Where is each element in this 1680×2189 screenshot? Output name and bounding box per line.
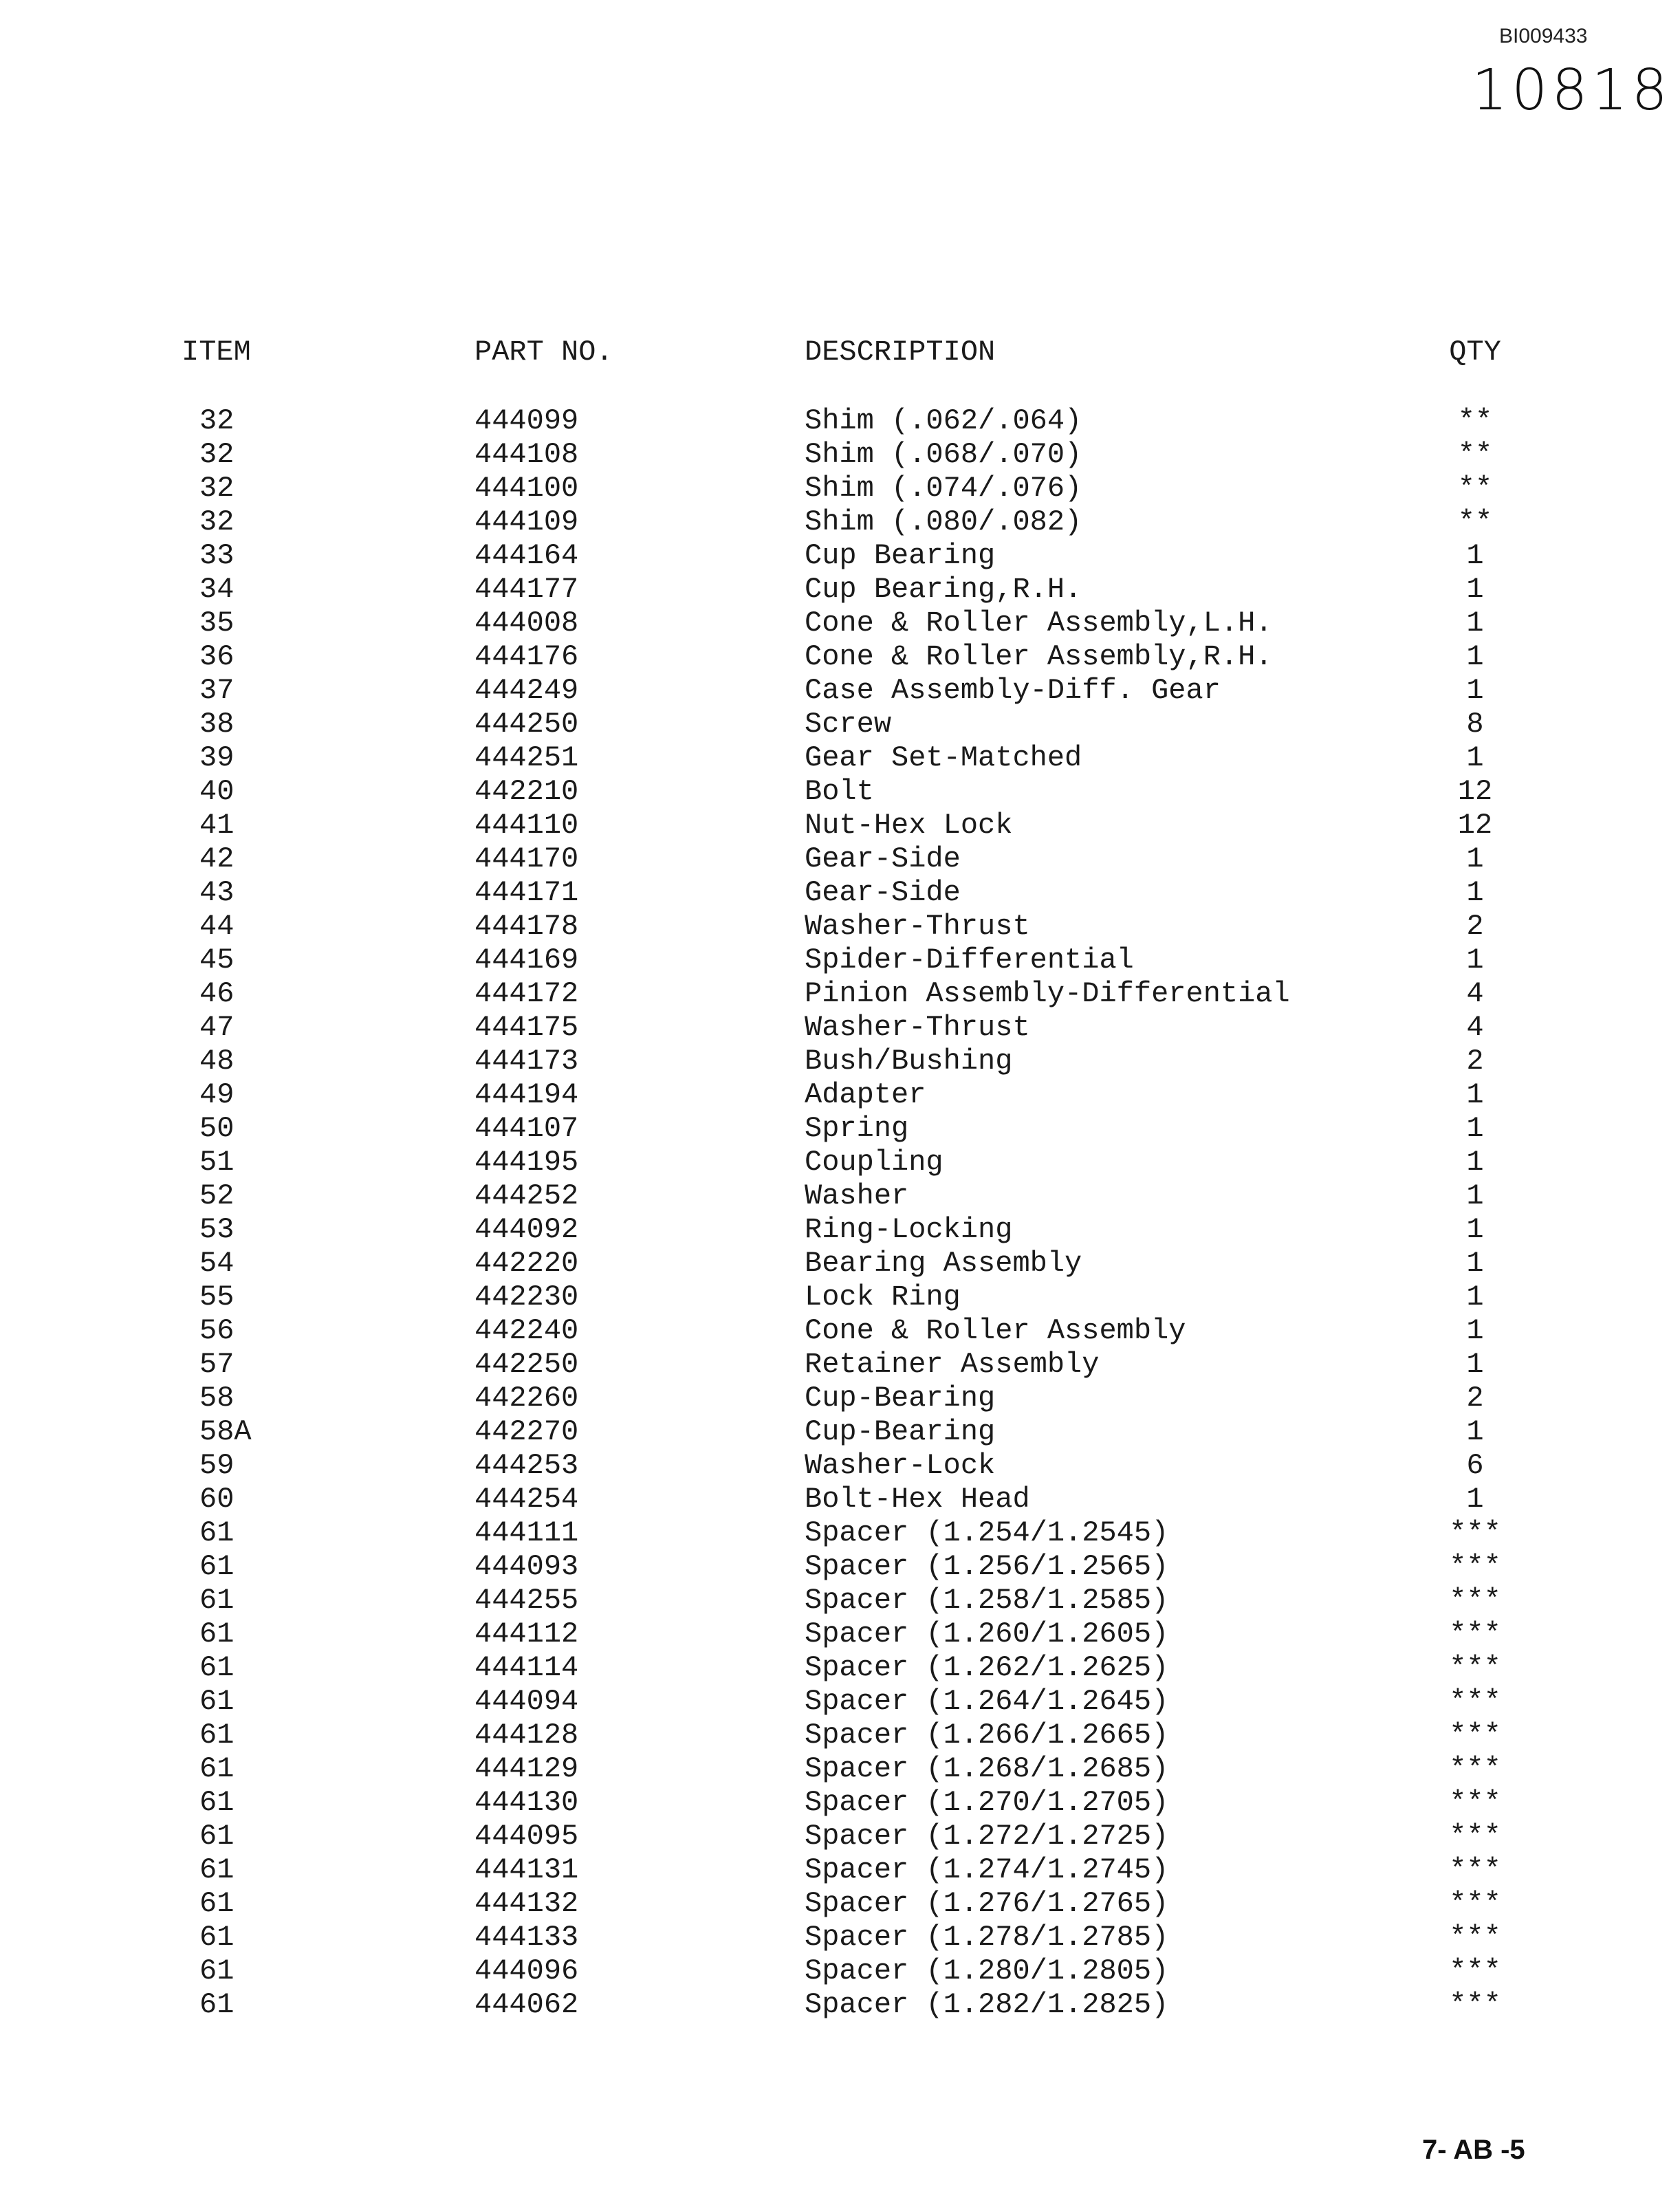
description: Spacer (1.276/1.2765): [805, 1887, 1169, 1920]
quantity: 1: [1466, 640, 1484, 673]
quantity: 2: [1466, 910, 1484, 943]
item-number: 32: [199, 438, 234, 471]
table-row: [0, 809, 1680, 842]
item-number: 61: [199, 1752, 234, 1785]
item-number: 36: [199, 640, 234, 673]
description: Screw: [805, 708, 892, 741]
item-number: 49: [199, 1078, 234, 1111]
description: Spacer (1.282/1.2825): [805, 1988, 1169, 2021]
item-number: 40: [199, 775, 234, 808]
document-id: BI009433: [1499, 25, 1588, 47]
part-number: 444107: [474, 1112, 579, 1145]
item-number: 61: [199, 1550, 234, 1583]
part-number: 444109: [474, 505, 579, 538]
description: Spacer (1.280/1.2805): [805, 1954, 1169, 1987]
description: Spacer (1.268/1.2685): [805, 1752, 1169, 1785]
parts-rows: [0, 404, 1680, 2022]
table-row: [0, 1415, 1680, 1449]
item-number: 61: [199, 1685, 234, 1718]
item-number: 34: [199, 573, 234, 606]
description: Spacer (1.260/1.2605): [805, 1618, 1169, 1651]
item-number: 37: [199, 674, 234, 707]
table-row: [0, 1988, 1680, 2022]
quantity: 1: [1466, 1281, 1484, 1314]
quantity: 12: [1457, 809, 1493, 842]
quantity: 2: [1466, 1045, 1484, 1078]
part-number: 444129: [474, 1752, 579, 1785]
table-row: [0, 1382, 1680, 1415]
table-row: [0, 842, 1680, 876]
item-number: 61: [199, 1786, 234, 1819]
header-item: ITEM: [182, 336, 251, 369]
quantity: ***: [1449, 1685, 1501, 1718]
part-number: 444194: [474, 1078, 579, 1111]
part-number: 444132: [474, 1887, 579, 1920]
description: Lock Ring: [805, 1281, 961, 1314]
item-number: 61: [199, 1921, 234, 1954]
item-number: 61: [199, 1853, 234, 1886]
quantity: ***: [1449, 1820, 1501, 1853]
description: Washer-Lock: [805, 1449, 996, 1482]
quantity: ***: [1449, 1954, 1501, 1987]
description: Shim (.080/.082): [805, 505, 1082, 538]
part-number: 444176: [474, 640, 579, 673]
quantity: 1: [1466, 876, 1484, 909]
description: Shim (.074/.076): [805, 472, 1082, 505]
description: Spacer (1.256/1.2565): [805, 1550, 1169, 1583]
quantity: ***: [1449, 1719, 1501, 1752]
description: Retainer Assembly: [805, 1348, 1100, 1381]
description: Pinion Assembly-Differential: [805, 977, 1290, 1010]
item-number: 60: [199, 1483, 234, 1516]
description: Coupling: [805, 1146, 943, 1179]
table-row: [0, 1449, 1680, 1483]
description: Cup-Bearing: [805, 1382, 996, 1415]
description: Bolt: [805, 775, 874, 808]
description: Spacer (1.272/1.2725): [805, 1820, 1169, 1853]
part-number: 444092: [474, 1213, 579, 1246]
part-number: 442220: [474, 1247, 579, 1280]
part-number: 444133: [474, 1921, 579, 1954]
table-row: [0, 1685, 1680, 1719]
quantity: 4: [1466, 1011, 1484, 1044]
description: Washer-Thrust: [805, 910, 1030, 943]
part-number: 444171: [474, 876, 579, 909]
table-row: [0, 944, 1680, 977]
description: Nut-Hex Lock: [805, 809, 1013, 842]
item-number: 39: [199, 741, 234, 774]
item-number: 47: [199, 1011, 234, 1044]
table-row: [0, 1146, 1680, 1179]
description: Shim (.062/.064): [805, 404, 1082, 437]
quantity: **: [1457, 505, 1493, 538]
table-row: [0, 640, 1680, 674]
table-row: [0, 1112, 1680, 1146]
item-number: 61: [199, 1651, 234, 1684]
quantity: 1: [1466, 1078, 1484, 1111]
item-number: 61: [199, 1719, 234, 1752]
part-number: 444062: [474, 1988, 579, 2021]
part-number: 444096: [474, 1954, 579, 1987]
description: Washer-Thrust: [805, 1011, 1030, 1044]
quantity: **: [1457, 438, 1493, 471]
table-row: [0, 1348, 1680, 1382]
quantity: 8: [1466, 708, 1484, 741]
item-number: 45: [199, 944, 234, 977]
part-number: 444094: [474, 1685, 579, 1718]
description: Adapter: [805, 1078, 926, 1111]
table-row: [0, 1719, 1680, 1752]
quantity: 1: [1466, 573, 1484, 606]
table-row: [0, 741, 1680, 775]
item-number: 53: [199, 1213, 234, 1246]
part-number: 444095: [474, 1820, 579, 1853]
quantity: 1: [1466, 1348, 1484, 1381]
item-number: 38: [199, 708, 234, 741]
description: Cup Bearing,R.H.: [805, 573, 1082, 606]
quantity: 1: [1466, 842, 1484, 875]
table-row: [0, 1179, 1680, 1213]
part-number: 444252: [474, 1179, 579, 1212]
quantity: 1: [1466, 944, 1484, 977]
quantity: ***: [1449, 1550, 1501, 1583]
part-number: 444254: [474, 1483, 579, 1516]
description: Cone & Roller Assembly,R.H.: [805, 640, 1273, 673]
item-number: 54: [199, 1247, 234, 1280]
part-number: 444175: [474, 1011, 579, 1044]
part-number: 444169: [474, 944, 579, 977]
quantity: 1: [1466, 1415, 1484, 1448]
item-number: 46: [199, 977, 234, 1010]
header-qty: QTY: [1449, 336, 1501, 369]
part-number: 444177: [474, 573, 579, 606]
description: Cup Bearing: [805, 539, 996, 572]
description: Cone & Roller Assembly: [805, 1314, 1186, 1347]
table-row: [0, 1213, 1680, 1247]
part-number: 444114: [474, 1651, 579, 1684]
table-row: [0, 539, 1680, 573]
header-description: DESCRIPTION: [805, 336, 996, 369]
table-row: [0, 1887, 1680, 1921]
description: Bolt-Hex Head: [805, 1483, 1030, 1516]
item-number: 44: [199, 910, 234, 943]
item-number: 51: [199, 1146, 234, 1179]
part-number: 444255: [474, 1584, 579, 1617]
table-row: [0, 876, 1680, 910]
table-row: [0, 1584, 1680, 1618]
part-number: 442250: [474, 1348, 579, 1381]
table-row: [0, 1247, 1680, 1281]
item-number: 43: [199, 876, 234, 909]
part-number: 444099: [474, 404, 579, 437]
part-number: 444173: [474, 1045, 579, 1078]
quantity: 6: [1466, 1449, 1484, 1482]
part-number: 444111: [474, 1516, 579, 1549]
table-row: [0, 775, 1680, 809]
quantity: 1: [1466, 1247, 1484, 1280]
description: Spacer (1.266/1.2665): [805, 1719, 1169, 1752]
part-number: 444170: [474, 842, 579, 875]
item-number: 32: [199, 505, 234, 538]
quantity: ***: [1449, 1618, 1501, 1651]
part-number: 442240: [474, 1314, 579, 1347]
table-row: [0, 1752, 1680, 1786]
item-number: 50: [199, 1112, 234, 1145]
quantity: 1: [1466, 741, 1484, 774]
description: Washer: [805, 1179, 909, 1212]
description: Spacer (1.254/1.2545): [805, 1516, 1169, 1549]
item-number: 35: [199, 607, 234, 640]
description: Bush/Bushing: [805, 1045, 1013, 1078]
table-row: [0, 1516, 1680, 1550]
description: Gear Set-Matched: [805, 741, 1082, 774]
description: Spring: [805, 1112, 909, 1145]
quantity: 4: [1466, 977, 1484, 1010]
quantity: 1: [1466, 1314, 1484, 1347]
quantity: ***: [1449, 1752, 1501, 1785]
table-row: [0, 910, 1680, 944]
part-number: 444249: [474, 674, 579, 707]
table-row: [0, 472, 1680, 505]
quantity: 1: [1466, 1483, 1484, 1516]
quantity: ***: [1449, 1786, 1501, 1819]
item-number: 61: [199, 1820, 234, 1853]
description: Cone & Roller Assembly,L.H.: [805, 607, 1273, 640]
table-row: [0, 708, 1680, 741]
handwritten-number: 10818: [1472, 58, 1672, 123]
item-number: 61: [199, 1516, 234, 1549]
description: Bearing Assembly: [805, 1247, 1082, 1280]
item-number: 61: [199, 1887, 234, 1920]
part-number: 444108: [474, 438, 579, 471]
quantity: 1: [1466, 1112, 1484, 1145]
quantity: ***: [1449, 1516, 1501, 1549]
description: Gear-Side: [805, 876, 961, 909]
quantity: ***: [1449, 1584, 1501, 1617]
table-row: [0, 1011, 1680, 1045]
part-number: 444130: [474, 1786, 579, 1819]
table-row: [0, 1281, 1680, 1314]
parts-list: [0, 336, 1680, 2022]
quantity: 1: [1466, 539, 1484, 572]
description: Spacer (1.278/1.2785): [805, 1921, 1169, 1954]
description: Spider-Differential: [805, 944, 1134, 977]
table-row: [0, 1921, 1680, 1954]
table-row: [0, 1550, 1680, 1584]
quantity: 1: [1466, 1146, 1484, 1179]
quantity: 1: [1466, 1179, 1484, 1212]
table-row: [0, 977, 1680, 1011]
quantity: 2: [1466, 1382, 1484, 1415]
item-number: 33: [199, 539, 234, 572]
quantity: **: [1457, 472, 1493, 505]
item-number: 59: [199, 1449, 234, 1482]
page-footer: 7- AB -5: [1422, 2135, 1525, 2165]
item-number: 61: [199, 1618, 234, 1651]
quantity: **: [1457, 404, 1493, 437]
item-number: 42: [199, 842, 234, 875]
description: Case Assembly-Diff. Gear: [805, 674, 1221, 707]
part-number: 442210: [474, 775, 579, 808]
item-number: 58: [199, 1382, 234, 1415]
part-number: 444250: [474, 708, 579, 741]
item-number: 32: [199, 404, 234, 437]
header-part-no: PART NO.: [474, 336, 613, 369]
item-number: 58A: [199, 1415, 252, 1448]
table-row: [0, 1618, 1680, 1651]
table-row: [0, 1786, 1680, 1820]
table-row: [0, 505, 1680, 539]
item-number: 56: [199, 1314, 234, 1347]
table-row: [0, 1078, 1680, 1112]
table-row: [0, 674, 1680, 708]
part-number: 444093: [474, 1550, 579, 1583]
part-number: 444251: [474, 741, 579, 774]
header-row: [0, 336, 1680, 404]
part-number: 442230: [474, 1281, 579, 1314]
part-number: 444172: [474, 977, 579, 1010]
part-number: 444100: [474, 472, 579, 505]
item-number: 57: [199, 1348, 234, 1381]
part-number: 444195: [474, 1146, 579, 1179]
item-number: 55: [199, 1281, 234, 1314]
part-number: 444008: [474, 607, 579, 640]
quantity: 12: [1457, 775, 1493, 808]
table-row: [0, 1045, 1680, 1078]
item-number: 41: [199, 809, 234, 842]
part-number: 442260: [474, 1382, 579, 1415]
table-row: [0, 607, 1680, 640]
item-number: 48: [199, 1045, 234, 1078]
quantity: 1: [1466, 1213, 1484, 1246]
part-number: 444253: [474, 1449, 579, 1482]
description: Cup-Bearing: [805, 1415, 996, 1448]
table-row: [0, 1651, 1680, 1685]
table-row: [0, 1314, 1680, 1348]
description: Shim (.068/.070): [805, 438, 1082, 471]
quantity: 1: [1466, 607, 1484, 640]
item-number: 61: [199, 1988, 234, 2021]
item-number: 61: [199, 1584, 234, 1617]
table-row: [0, 1853, 1680, 1887]
part-number: 444164: [474, 539, 579, 572]
item-number: 32: [199, 472, 234, 505]
description: Spacer (1.274/1.2745): [805, 1853, 1169, 1886]
table-row: [0, 1820, 1680, 1853]
item-number: 61: [199, 1954, 234, 1987]
quantity: ***: [1449, 1853, 1501, 1886]
part-number: 444131: [474, 1853, 579, 1886]
part-number: 444178: [474, 910, 579, 943]
item-number: 52: [199, 1179, 234, 1212]
part-number: 444112: [474, 1618, 579, 1651]
table-row: [0, 438, 1680, 472]
description: Spacer (1.258/1.2585): [805, 1584, 1169, 1617]
table-row: [0, 1483, 1680, 1516]
description: Spacer (1.270/1.2705): [805, 1786, 1169, 1819]
part-number: 444128: [474, 1719, 579, 1752]
quantity: ***: [1449, 1988, 1501, 2021]
part-number: 442270: [474, 1415, 579, 1448]
part-number: 444110: [474, 809, 579, 842]
quantity: ***: [1449, 1887, 1501, 1920]
description: Spacer (1.262/1.2625): [805, 1651, 1169, 1684]
quantity: ***: [1449, 1921, 1501, 1954]
table-row: [0, 573, 1680, 607]
description: Gear-Side: [805, 842, 961, 875]
table-row: [0, 1954, 1680, 1988]
table-row: [0, 404, 1680, 438]
description: Spacer (1.264/1.2645): [805, 1685, 1169, 1718]
description: Ring-Locking: [805, 1213, 1013, 1246]
quantity: ***: [1449, 1651, 1501, 1684]
quantity: 1: [1466, 674, 1484, 707]
